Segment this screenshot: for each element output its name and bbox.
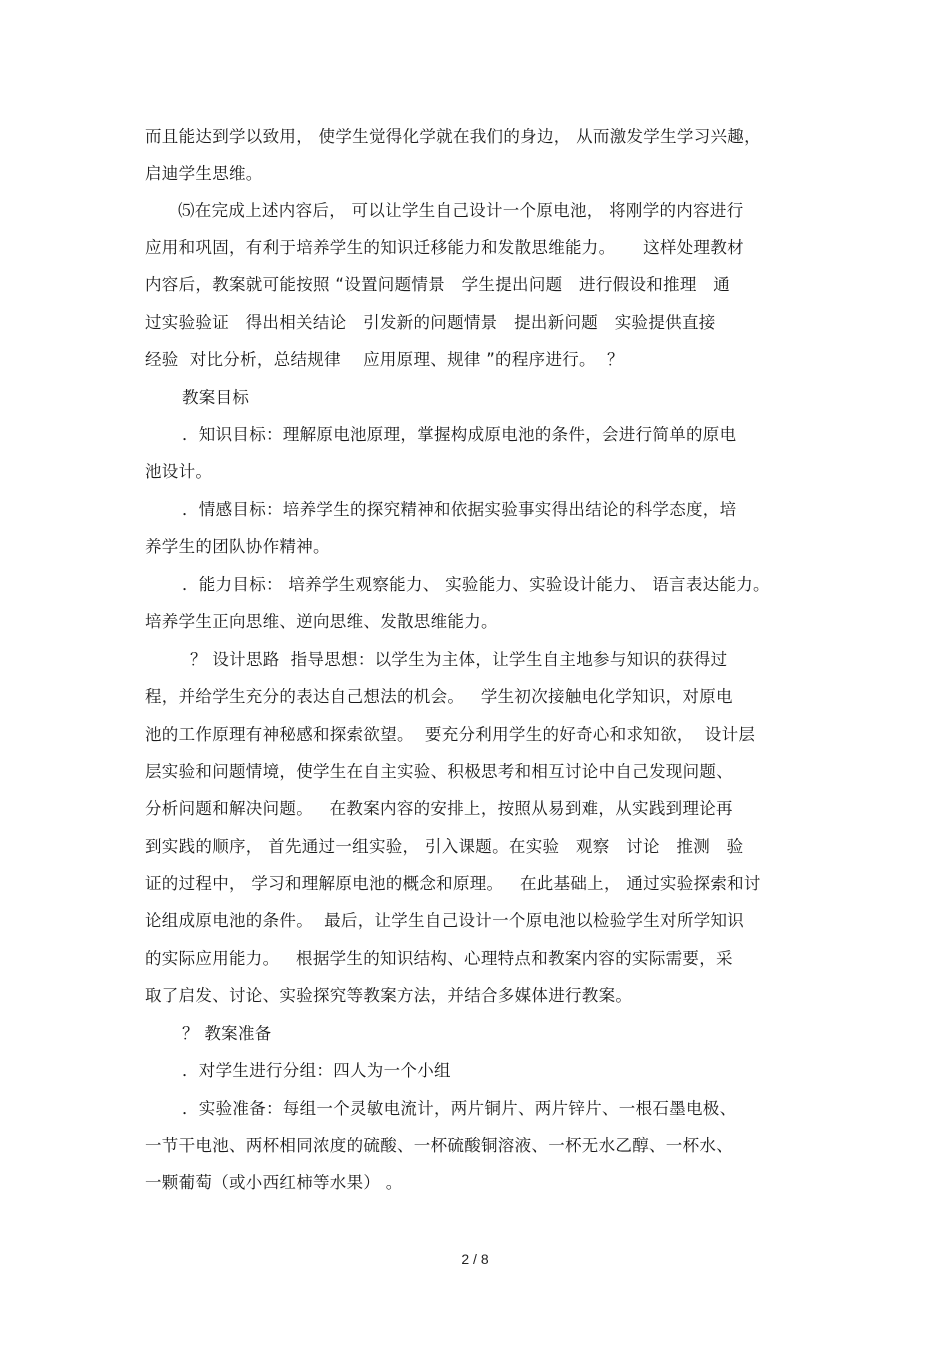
paragraph-line: ⑸在完成上述内容后， 可以让学生自己设计一个原电池， 将刚学的内容进行 (178, 201, 744, 220)
paragraph-line: 内容后，教案就可能按照 “设置问题情景 学生提出问题 进行假设和推理 通 (145, 275, 731, 294)
section-heading: 教案目标 (182, 388, 250, 407)
paragraph-line: ．知识目标：理解原电池原理，掌握构成原电池的条件，会进行简单的原电 (182, 425, 737, 444)
paragraph-line: 的实际应用能力。 根据学生的知识结构、心理特点和教案内容的实际需要，采 (145, 949, 733, 968)
paragraph-line: 启迪学生思维。 (145, 164, 263, 183)
paragraph-line: 一节干电池、两杯相同浓度的硫酸、一杯硫酸铜溶液、一杯无水乙醇、一杯水、 (145, 1136, 733, 1155)
paragraph-line: 池设计。 (145, 462, 213, 481)
paragraph-line: ．对学生进行分组：四人为一个小组 (182, 1061, 451, 1080)
paragraph-line: ．情感目标：培养学生的探究精神和依据实验事实得出结论的科学态度，培 (182, 500, 737, 519)
paragraph-line: 应用和巩固，有利于培养学生的知识迁移能力和发散思维能力。 这样处理教材 (145, 238, 744, 257)
paragraph-line: 论组成原电池的条件。 最后，让学生自己设计一个原电池以检验学生对所学知识 (145, 911, 745, 930)
paragraph-line: 池的工作原理有神秘感和探索欲望。 要充分利用学生的好奇心和求知欲， 设计层 (145, 725, 756, 744)
paragraph-line: 分析问题和解决问题。 在教案内容的安排上，按照从易到难，从实践到理论再 (145, 799, 733, 818)
paragraph-line: ．能力目标： 培养学生观察能力、 实验能力、实验设计能力、 语言表达能力。 (182, 575, 770, 594)
paragraph-line: 经验 对比分析，总结规律 应用原理、规律 ”的程序进行。 ？ (145, 350, 624, 369)
paragraph-line: 证的过程中， 学习和理解原电池的概念和原理。 在此基础上， 通过实验探索和讨 (145, 874, 761, 893)
section-heading: ？ 教案准备 (182, 1024, 272, 1043)
paragraph-line: 一颗葡萄（或小西红柿等水果） 。 (145, 1173, 403, 1192)
paragraph-line: 程，并给学生充分的表达自己想法的机会。 学生初次接触电化学知识，对原电 (145, 687, 733, 706)
page-number: 2 / 8 (461, 1251, 489, 1267)
paragraph-line: 取了启发、讨论、实验探究等教案方法，并结合多媒体进行教案。 (145, 986, 633, 1005)
paragraph-line: 过实验验证 得出相关结论 引发新的问题情景 提出新问题 实验提供直接 (145, 313, 716, 332)
paragraph-line: 养学生的团队协作精神。 (145, 537, 330, 556)
paragraph-line: 层实验和问题情境，使学生在自主实验、积极思考和相互讨论中自己发现问题、 (145, 762, 733, 781)
paragraph-line: 而且能达到学以致用， 使学生觉得化学就在我们的身边， 从而激发学生学习兴趣， (145, 127, 761, 146)
paragraph-line: ．实验准备：每组一个灵敏电流计，两片铜片、两片锌片、一根石墨电极、 (182, 1099, 737, 1118)
paragraph-line: ？ 设计思路 指导思想：以学生为主体，让学生自主地参与知识的获得过 (190, 650, 728, 669)
paragraph-line: 到实践的顺序， 首先通过一组实验， 引入课题。在实验 观察 讨论 推测 验 (145, 837, 744, 856)
paragraph-line: 培养学生正向思维、逆向思维、发散思维能力。 (145, 612, 498, 631)
